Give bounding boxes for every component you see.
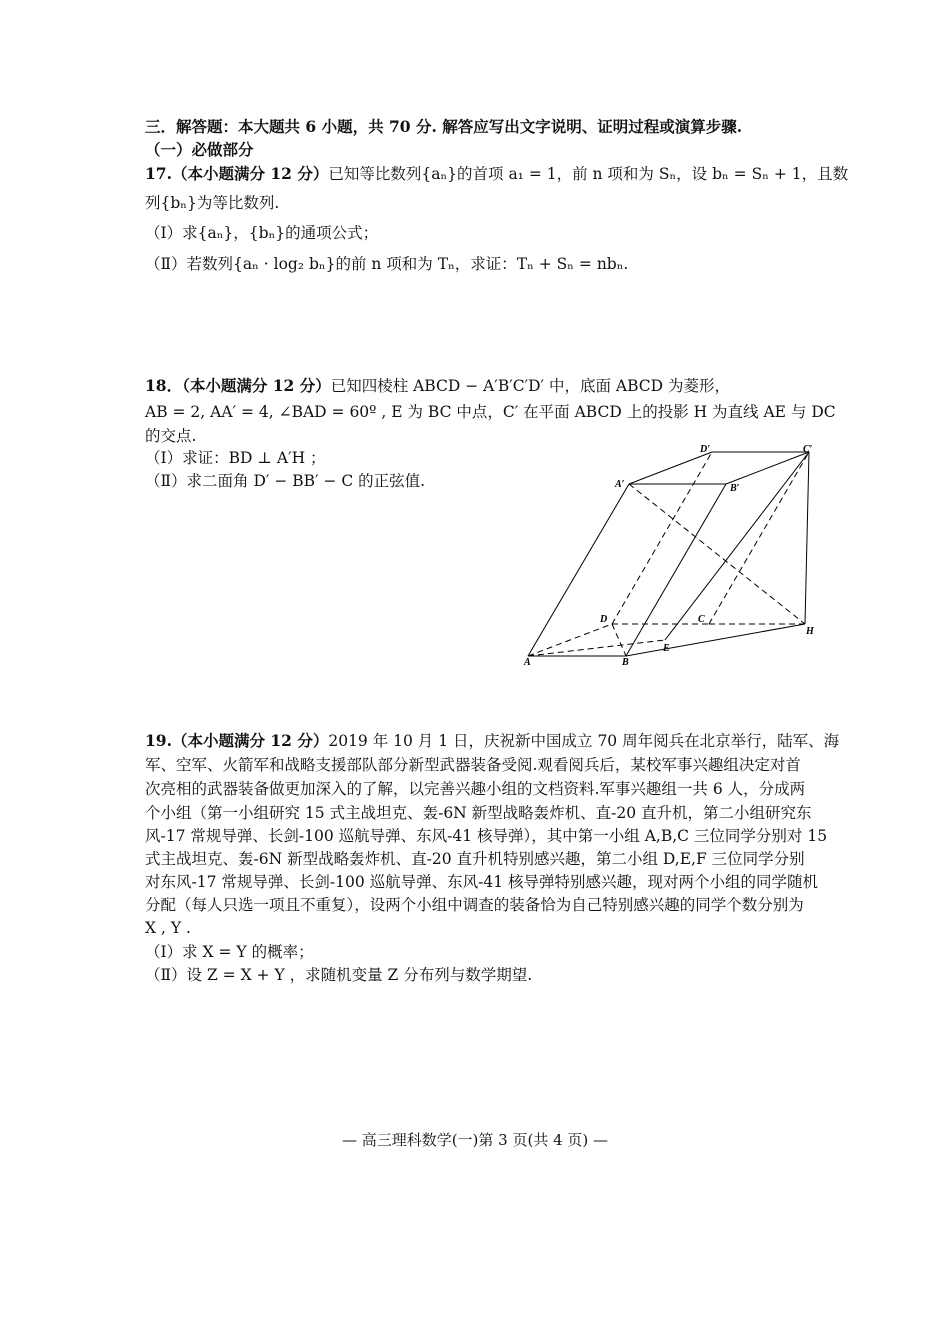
q19-text4: 个小组（第一小组研究 15 式主战坦克、轰-6N 新型战略轰炸机、直-20 直升机，第二小组研究东 bbox=[145, 804, 812, 822]
q19-text9: X , Y . bbox=[145, 919, 191, 937]
label-C: C bbox=[698, 614, 705, 625]
q17-line1 bbox=[145, 164, 848, 184]
q19-part1: （Ⅰ）求 X = Y 的概率； bbox=[145, 943, 314, 961]
label-B1: B′ bbox=[730, 483, 740, 494]
q19-label: 19.（本小题满分 12 分） bbox=[145, 731, 329, 750]
q18-text2: AB = 2, AA′ = 4, ∠BAD = 60º , E 为 BC 中点，C′ 在平面 ABCD 上的投影 H 为直线 AE 与 DC bbox=[145, 403, 836, 421]
prism-figure bbox=[515, 440, 835, 672]
q19-text1: 2019 年 10 月 1 日，庆祝新中国成立 70 周年阅兵在北京举行，陆军、海 bbox=[328, 732, 840, 750]
q18-text1: 已知四棱柱 ABCD − A′B′C′D′ 中，底面 ABCD 为菱形， bbox=[330, 377, 731, 395]
q17-text2: 列{bₙ}为等比数列. bbox=[145, 194, 280, 212]
q17-label: 17.（本小题满分 12 分） bbox=[145, 164, 329, 183]
q18-label: 18．（本小题满分 12 分） bbox=[145, 376, 331, 395]
label-C1: C′ bbox=[803, 444, 813, 455]
q18-part1: （Ⅰ）求证：BD ⊥ A′H ； bbox=[145, 449, 326, 467]
section-subheading: （一）必做部分 bbox=[145, 140, 254, 159]
q18-line1 bbox=[145, 376, 730, 396]
edge-C1-H bbox=[805, 452, 809, 624]
section-heading: 三．解答题：本大题共 6 小题，共 70 分. 解答应写出文字说明、证明过程或演算步骤. bbox=[145, 117, 743, 136]
edge-A1-H bbox=[629, 484, 805, 624]
q19-text7: 对东风-17 常规导弹、长剑-100 巡航导弹、东风-41 核导弹特别感兴趣，现对两个小组的同学随机 bbox=[145, 873, 819, 891]
q19-text5: 风-17 常规导弹、长剑-100 巡航导弹、东风-41 核导弹），其中第一小组 A,B,C 三位同学分别对 15 bbox=[145, 827, 828, 845]
q18-part2: （Ⅱ）求二面角 D′ − BB′ − C 的正弦值. bbox=[145, 472, 426, 490]
edge-B-B1 bbox=[626, 484, 726, 656]
label-E: E bbox=[663, 643, 670, 654]
label-A1: A′ bbox=[615, 479, 625, 490]
q19-text8: 分配（每人只选一项且不重复），设两个小组中调查的装备恰为自己特别感兴趣的同学个数分别为 bbox=[145, 896, 804, 914]
q17-text1: 已知等比数列{aₙ}的首项 a₁ = 1，前 n 项和为 Sₙ，设 bₙ = Sₙ + 1，且数 bbox=[328, 165, 849, 183]
q18-text3: 的交点. bbox=[145, 427, 197, 445]
q19-text3: 次亮相的武器装备做更加深入的了解，以完善兴趣小组的文档资料.军事兴趣组一共 6 人，分成两 bbox=[145, 780, 806, 798]
q19-line1 bbox=[145, 731, 839, 751]
q17-part1: （Ⅰ）求{aₙ}，{bₙ}的通项公式； bbox=[145, 224, 379, 242]
label-B: B bbox=[622, 657, 629, 668]
q19-part2: （Ⅱ）设 Z = X + Y ，求随机变量 Z 分布列与数学期望. bbox=[145, 966, 533, 984]
edge-D-B bbox=[612, 624, 626, 656]
edge-A-A1 bbox=[528, 484, 629, 656]
q19-text2: 军、空军、火箭军和战略支援部队部分新型武器装备受阅.观看阅兵后，某校军事兴趣组决定对首 bbox=[145, 756, 801, 774]
label-A: A bbox=[524, 657, 531, 668]
q19-text6: 式主战坦克、轰-6N 新型战略轰炸机、直-20 直升机特别感兴趣，第二小组 D,E,F 三位同学分别 bbox=[145, 850, 805, 868]
page-footer: — 高三理科数学(一)第 3 页(共 4 页) — bbox=[341, 1131, 609, 1149]
edge-C-C1 bbox=[709, 452, 809, 624]
label-D: D bbox=[600, 614, 608, 625]
q17-part2: （Ⅱ）若数列{aₙ · log₂ bₙ}的前 n 项和为 Tₙ，求证：Tₙ + Sₙ = nbₙ. bbox=[145, 255, 629, 273]
label-H: H bbox=[806, 626, 814, 637]
edge-A1-D1 bbox=[629, 452, 712, 484]
edge-B-H bbox=[626, 624, 805, 656]
label-D1: D′ bbox=[700, 444, 711, 455]
